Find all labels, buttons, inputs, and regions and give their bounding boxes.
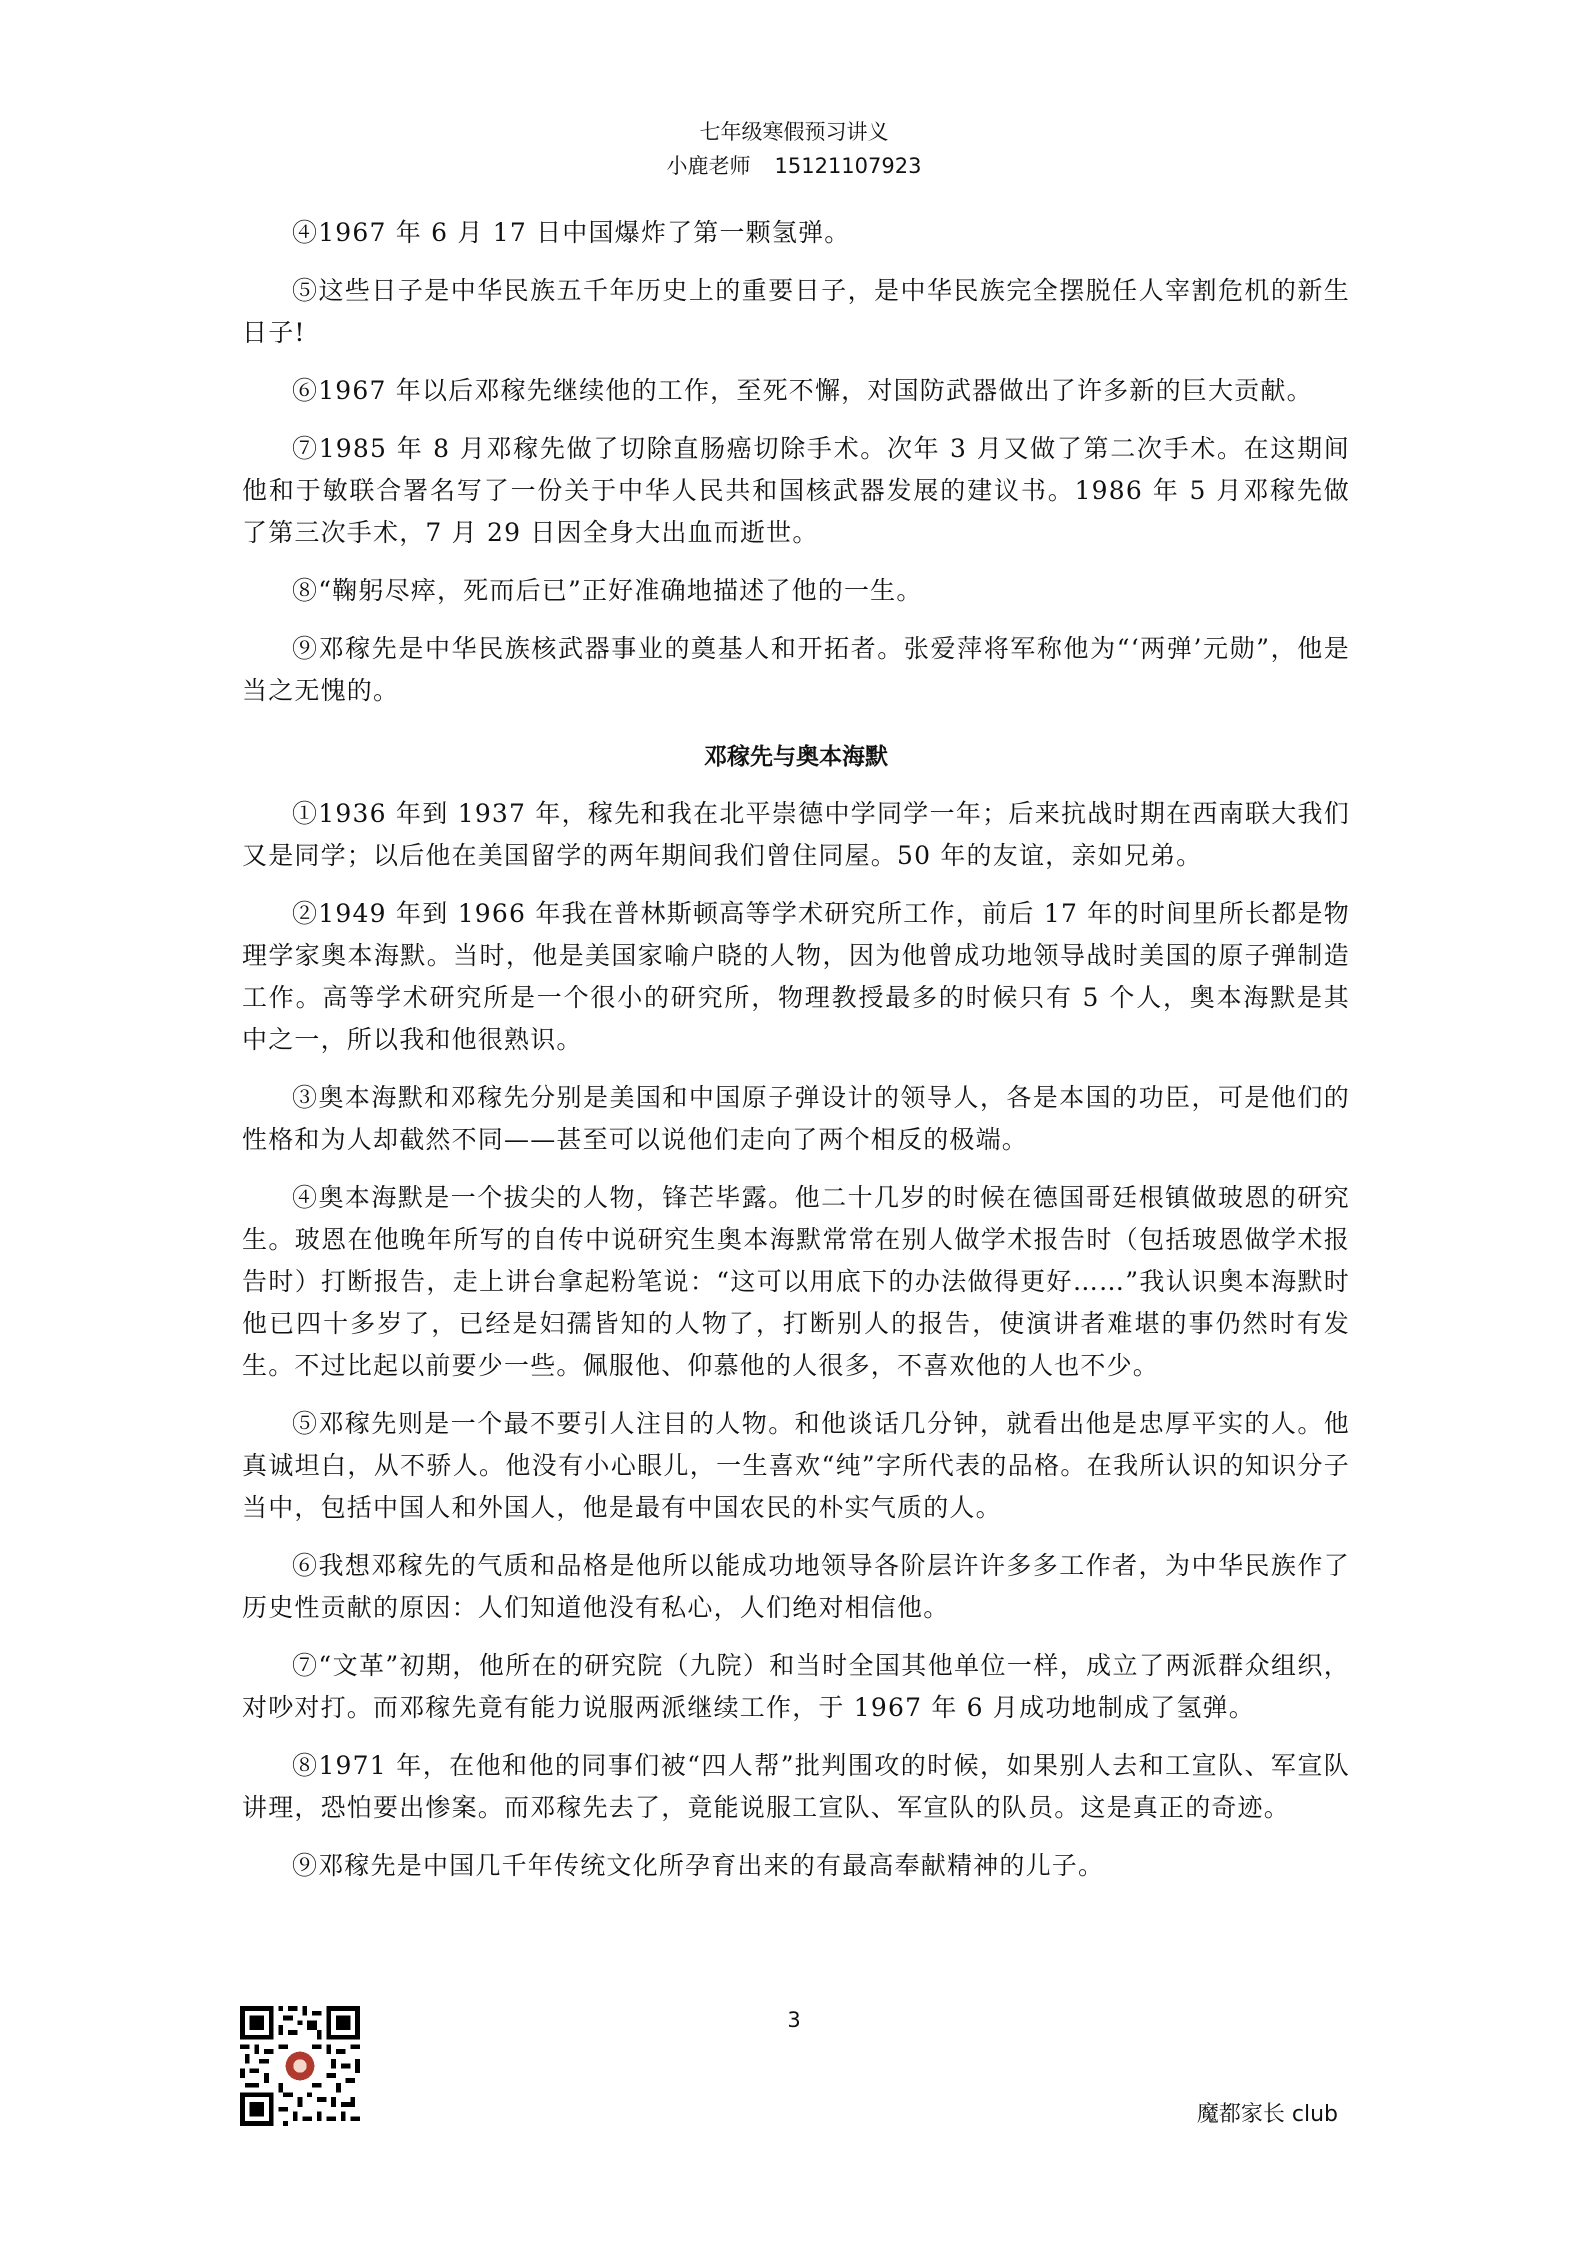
paragraph: ⑤邓稼先则是一个最不要引人注目的人物。和他谈话几分钟，就看出他是忠厚平实的人。他真诚坦白，从不骄人。他没有小心眼儿，一生喜欢“纯”字所代表的品格。在我所认识的知识分子当中，包括中国人和外国人，他是最有中国农民的朴实气质的人。 (242, 1409, 1350, 1522)
paragraph: ①1936 年到 1937 年，稼先和我在北平崇德中学同学一年；后来抗战时期在西南联大我们又是同学；以后他在美国留学的两年期间我们曾住同屋。50 年的友谊，亲如兄弟。 (242, 799, 1350, 870)
paragraph: ⑥我想邓稼先的气质和品格是他所以能成功地领导各阶层许许多多工作者，为中华民族作了历史性贡献的原因：人们知道他没有私心，人们绝对相信他。 (242, 1551, 1350, 1622)
header-contact (0, 150, 1588, 180)
section-title: 邓稼先与奥本海默 (704, 744, 888, 770)
paragraph: ⑥1967 年以后邓稼先继续他的工作，至死不懈，对国防武器做出了许多新的巨大贡献。 (292, 376, 1313, 405)
paragraph: ④奥本海默是一个拔尖的人物，锋芒毕露。他二十几岁的时候在德国哥廷根镇做玻恩的研究生。玻恩在他晚年所写的自传中说研究生奥本海默常常在别人做学术报告时（包括玻恩做学术报告时）打断报告，走上讲台拿起粉笔说：“这可以用底下的办法做得更好……”我认识奥本海默时他已四十多岁了，已经是妇孺皆知的人物了，打断别人的报告，使演讲者难堪的事仍然时有发生。不过比起以前要少一些。佩服他、仰慕他的人很多，不喜欢他的人也不少。 (242, 1183, 1350, 1380)
header-title: 七年级寒假预习讲义 (699, 120, 889, 144)
paragraph: ⑤这些日子是中华民族五千年历史上的重要日子，是中华民族完全摆脱任人宰割危机的新生日子! (242, 276, 1350, 347)
paragraph: ⑦1985 年 8 月邓稼先做了切除直肠癌切除手术。次年 3 月又做了第二次手术。在这期间他和于敏联合署名写了一份关于中华人民共和国核武器发展的建议书。1986 年 5 月邓稼先做了第三次手术，7 月 29 日因全身大出血而逝世。 (242, 434, 1350, 547)
footer-label: 魔都家长 club (1196, 2102, 1338, 2127)
teacher-phone: 15121107923 (774, 154, 922, 178)
paragraph: ⑨邓稼先是中华民族核武器事业的奠基人和开拓者。张爱萍将军称他为“‘两弹’元勋”，他是当之无愧的。 (242, 634, 1350, 705)
paragraph: ②1949 年到 1966 年我在普林斯顿高等学术研究所工作，前后 17 年的时间里所长都是物理学家奥本海默。当时，他是美国家喻户晓的人物，因为他曾成功地领导战时美国的原子弹制造工作。高等学术研究所是一个很小的研究所，物理教授最多的时候只有 5 个人，奥本海默是其中之一，所以我和他很熟识。 (242, 899, 1350, 1054)
paragraph: ④1967 年 6 月 17 日中国爆炸了第一颗氢弹。 (292, 218, 851, 247)
paragraph: ⑨邓稼先是中国几千年传统文化所孕育出来的有最高奉献精神的儿子。 (292, 1851, 1105, 1880)
paragraph: ⑧1971 年，在他和他的同事们被“四人帮”批判围攻的时候，如果别人去和工宣队、军宣队讲理，恐怕要出惨案。而邓稼先去了，竟能说服工宣队、军宣队的队员。这是真正的奇迹。 (242, 1751, 1350, 1822)
paragraph: ③奥本海默和邓稼先分别是美国和中国原子弹设计的领导人，各是本国的功臣，可是他们的性格和为人却截然不同——甚至可以说他们走向了两个相反的极端。 (242, 1083, 1350, 1154)
teacher-name: 小鹿老师 (666, 154, 751, 178)
paragraph: ⑧“鞠躬尽瘁，死而后已”正好准确地描述了他的一生。 (292, 576, 923, 605)
page-number: 3 (787, 2008, 801, 2032)
document-body (242, 212, 1350, 1903)
paragraph: ⑦“文革”初期，他所在的研究院（九院）和当时全国其他单位一样，成立了两派群众组织，对吵对打。而邓稼先竟有能力说服两派继续工作，于 1967 年 6 月成功地制成了氢弹。 (242, 1651, 1350, 1722)
